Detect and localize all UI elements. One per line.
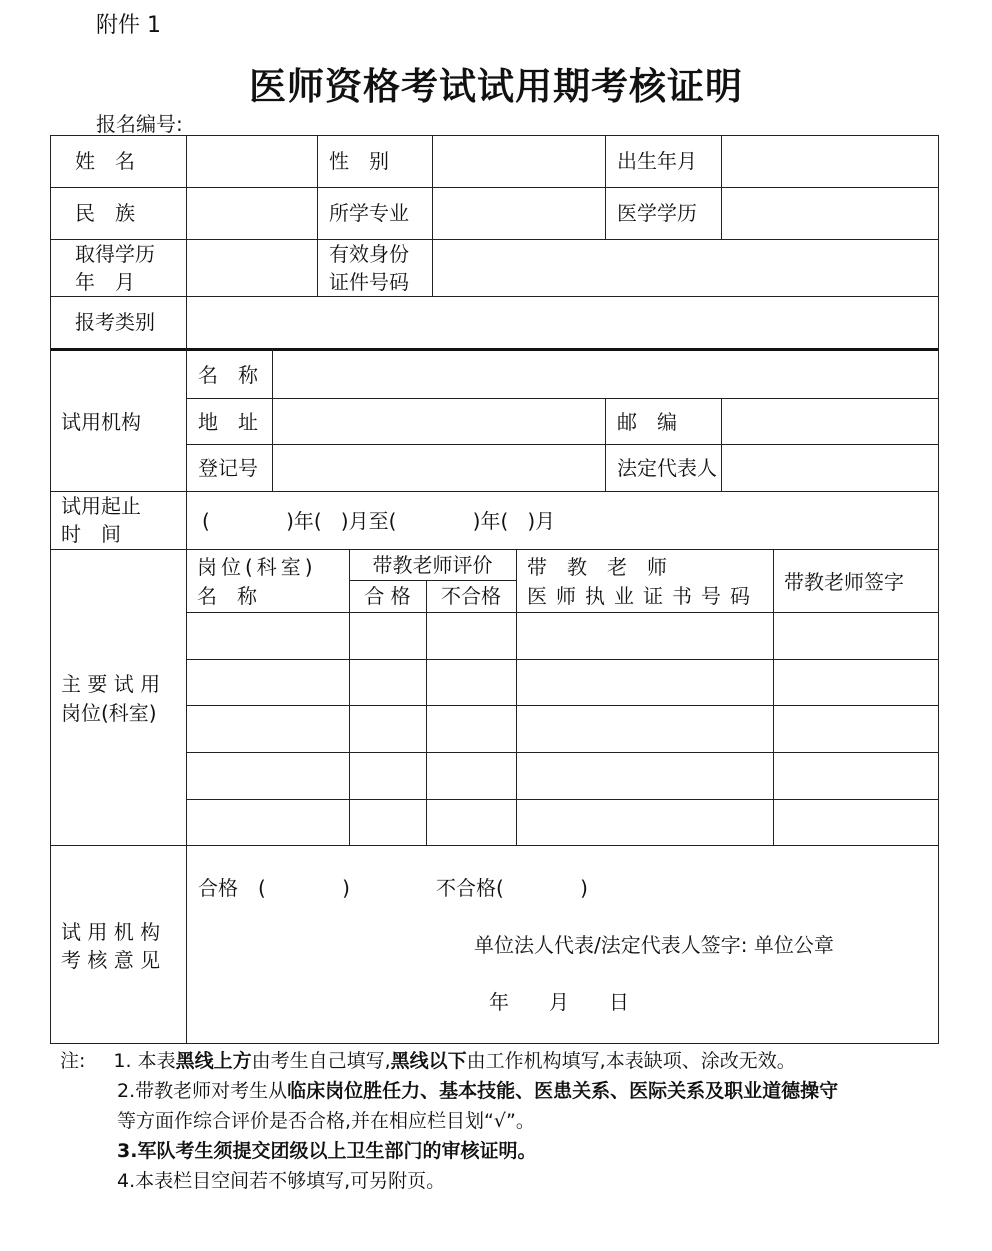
inst-legal-label: 法定代表人: [617, 456, 717, 480]
period-label-2: 时 间: [61, 522, 121, 546]
inst-name-label: 名 称: [198, 363, 258, 387]
gender-field[interactable]: [436, 140, 602, 184]
teacher-cert-header: 带 教 老 师: [527, 555, 667, 579]
note-1-bold-2: 黑线以下: [390, 1050, 467, 1072]
major-field[interactable]: [436, 192, 602, 236]
post-row[interactable]: [190, 709, 935, 749]
page-title: 医师资格考试试用期考核证明: [249, 65, 743, 108]
inst-name-field[interactable]: [276, 353, 935, 395]
note-1-text: 1. 本表: [113, 1050, 176, 1072]
main-post-label: 主 要 试 用: [61, 672, 161, 696]
ethnicity-field[interactable]: [190, 192, 314, 236]
attachment-label: 附件 1: [96, 13, 161, 38]
institution-label: 试用机构: [61, 410, 141, 434]
note-prefix: 注:: [60, 1050, 86, 1072]
degree-field[interactable]: [725, 192, 935, 236]
post-row[interactable]: [190, 663, 935, 702]
inst-legal-field[interactable]: [725, 448, 935, 488]
opinion-label-2: 考 核 意 见: [61, 948, 161, 972]
note-2-text: 2.带教老师对考生从: [117, 1080, 288, 1102]
exam-category-field[interactable]: [190, 300, 935, 345]
note-1: [60, 1046, 838, 1076]
note-1-text-2: 由考生自己填写,: [251, 1050, 391, 1072]
teacher-sign-header: 带教老师签字: [784, 570, 904, 594]
degree-date-label: 取得学历: [75, 242, 155, 266]
opinion-date: 年 月 日: [489, 990, 629, 1014]
period-field[interactable]: ( )年( )月至( )年( )月: [202, 509, 556, 533]
degree-label: 医学学历: [617, 201, 697, 225]
teacher-eval-header: 带教老师评价: [372, 553, 493, 577]
note-2-cont: 等方面作综合评价是否合格,并在相应栏目划“√”。: [117, 1110, 535, 1132]
id-number-field[interactable]: [436, 244, 935, 293]
registration-no-label: 报名编号:: [96, 112, 183, 136]
main-post-label-2: 岗位(科室): [61, 701, 157, 725]
inst-postcode-label: 邮 编: [617, 410, 677, 434]
ethnicity-label: 民 族: [75, 201, 135, 225]
degree-date-field[interactable]: [190, 244, 314, 293]
opinion-fail[interactable]: 不合格( ): [436, 876, 588, 900]
opinion-signature: 单位法人代表/法定代表人签字: 单位公章: [474, 933, 834, 957]
name-field[interactable]: [190, 140, 314, 184]
inst-postcode-field[interactable]: [725, 402, 935, 441]
post-row[interactable]: [190, 803, 935, 842]
inst-regno-label: 登记号: [198, 456, 258, 480]
note-2: [60, 1076, 838, 1106]
post-name-header: 岗位(科室): [197, 555, 317, 579]
name-label: 姓 名: [75, 149, 135, 173]
post-row[interactable]: [190, 616, 935, 656]
major-label: 所学专业: [329, 201, 409, 225]
gender-label: 性 别: [329, 149, 389, 173]
birth-label: 出生年月: [617, 149, 697, 173]
inst-address-field[interactable]: [276, 402, 602, 441]
inst-address-label: 地 址: [198, 410, 258, 434]
id-label: 有效身份: [329, 242, 409, 266]
note-2-bold: 临床岗位胜任力、基本技能、医患关系、医际关系及职业道德操守: [287, 1080, 839, 1102]
exam-category-label: 报考类别: [75, 310, 155, 334]
opinion-pass[interactable]: 合格 ( ): [198, 876, 350, 900]
fail-header: 不合格: [441, 584, 501, 608]
degree-date-label-2: 年 月: [75, 270, 135, 294]
birth-field[interactable]: [725, 140, 935, 184]
post-row[interactable]: [190, 756, 935, 796]
post-name-header-2: 名 称: [197, 584, 257, 608]
opinion-label: 试 用 机 构: [61, 920, 161, 944]
notes: [60, 1046, 838, 1196]
teacher-cert-header-2: 医师执业证书号码: [527, 584, 759, 608]
note-1-bold: 黑线上方: [175, 1050, 252, 1072]
pass-header: 合 格: [364, 584, 411, 608]
divider-black-line: [50, 348, 939, 351]
id-label-2: 证件号码: [329, 270, 409, 294]
inst-regno-field[interactable]: [276, 448, 602, 488]
note-1-text-3: 由工作机构填写,本表缺项、涂改无效。: [466, 1050, 796, 1072]
period-label: 试用起止: [61, 494, 141, 518]
note-3: 3.军队考生须提交团级以上卫生部门的审核证明。: [117, 1140, 537, 1162]
note-4: 4.本表栏目空间若不够填写,可另附页。: [117, 1170, 446, 1192]
